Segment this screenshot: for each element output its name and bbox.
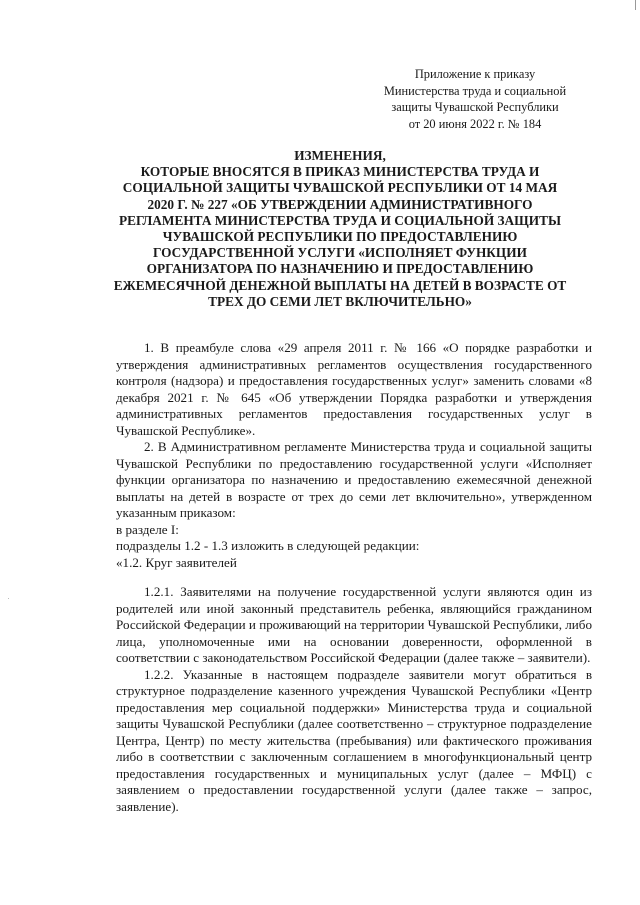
appendix-note: [360, 66, 590, 132]
subsection-heading: «1.2. Круг заявителей: [116, 554, 237, 570]
title-line: РЕГЛАМЕНТА МИНИСТЕРСТВА ТРУДА И СОЦИАЛЬНОЙ ЗАЩИТЫ: [118, 212, 562, 228]
title-line: ЧУВАШСКОЙ РЕСПУБЛИКИ ПО ПРЕДОСТАВЛЕНИЮ: [162, 229, 518, 245]
scan-edge-mark: [635, 0, 636, 10]
paragraph-applicants: 1.2.1. Заявителями на получение государственной услуги являются один из родителей или иной законный представитель ребенка, являющийся гражданином Российской Федерации и проживающий на территории Чувашской Республики, либо лица, уполномоченные ими на основании доверенности, оформленной в соответствии с законодательством Российской Федерации (далее также – заявители).: [116, 584, 592, 665]
section-block-1: [116, 340, 592, 571]
title-line: 2020 Г. № 227 «ОБ УТВЕРЖДЕНИИ АДМИНИСТРАТИВНОГО: [147, 196, 533, 212]
paragraph-regulation: 2. В Административном регламенте Министерства труда и социальной защиты Чувашской Республики по предоставлению государственной услуги «Исполняет функции организатора по назначению и предоставлению ежемесячной денежной выплаты на детей в возрасте от трех до семи лет включительно», утвержденном указанным приказом:: [116, 439, 592, 520]
subsections-line: подразделы 1.2 - 1.3 изложить в следующей редакции:: [116, 538, 420, 553]
title-line: СОЦИАЛЬНОЙ ЗАЩИТЫ ЧУВАШСКОЙ РЕСПУБЛИКИ ОТ 14 МАЯ: [122, 180, 558, 196]
appendix-line: Министерства труда и социальной: [383, 83, 567, 98]
document-title: [100, 148, 580, 310]
paragraph-preamble: 1. В преамбуле слова «29 апреля 2011 г. № 166 «О порядке разработки и утверждения административных регламентов осуществления государственного контроля (надзора) и предоставления государственных услуг» заменить словами «8 декабря 2021 г. № 645 «Об утверждении Порядка разработки и утверждения административных регламентов предоставления государственных услуг в Чувашской Республике».: [116, 340, 592, 438]
title-line: КОТОРЫЕ ВНОСЯТСЯ В ПРИКАЗ МИНИСТЕРСТВА ТРУДА И: [140, 164, 540, 180]
paragraph-appeal: 1.2.2. Указанные в настоящем подразделе заявители могут обратиться в структурное подразделение казенного учреждения Чувашской Республики «Центр предоставления мер социальной поддержки» Министерства труда и социальной защиты Чувашской Республики (далее соответственно – структурное подразделение Центра, Центр) по месту жительства (пребывания) или фактического проживания либо в соответствии с заключенным соглашением в многофункциональный центр предоставления государственных и муниципальных услуг (далее – МФЦ) с заявлением о предоставлении государственной услуги (далее также – запрос, заявление).: [116, 666, 592, 814]
scan-speck: [8, 598, 9, 599]
section-block-2: [116, 584, 592, 815]
appendix-date: от 20 июня 2022 г. № 184: [408, 116, 542, 131]
title-line: ЕЖЕМЕСЯЧНОЙ ДЕНЕЖНОЙ ВЫПЛАТЫ НА ДЕТЕЙ В ВОЗРАСТЕ ОТ: [113, 277, 567, 293]
section-line: в разделе I:: [116, 521, 179, 537]
title-line: ИЗМЕНЕНИЯ,: [294, 148, 386, 163]
title-line: ТРЕХ ДО СЕМИ ЛЕТ ВКЛЮЧИТЕЛЬНО»: [208, 293, 472, 309]
appendix-line: Приложение к приказу: [414, 67, 536, 81]
title-line: ОРГАНИЗАТОРА ПО НАЗНАЧЕНИЮ И ПРЕДОСТАВЛЕНИЮ: [146, 261, 534, 277]
title-line: ГОСУДАРСТВЕННОЙ УСЛУГИ «ИСПОЛНЯЕТ ФУНКЦИИ: [153, 245, 527, 261]
appendix-line: защиты Чувашской Республики: [391, 100, 559, 115]
